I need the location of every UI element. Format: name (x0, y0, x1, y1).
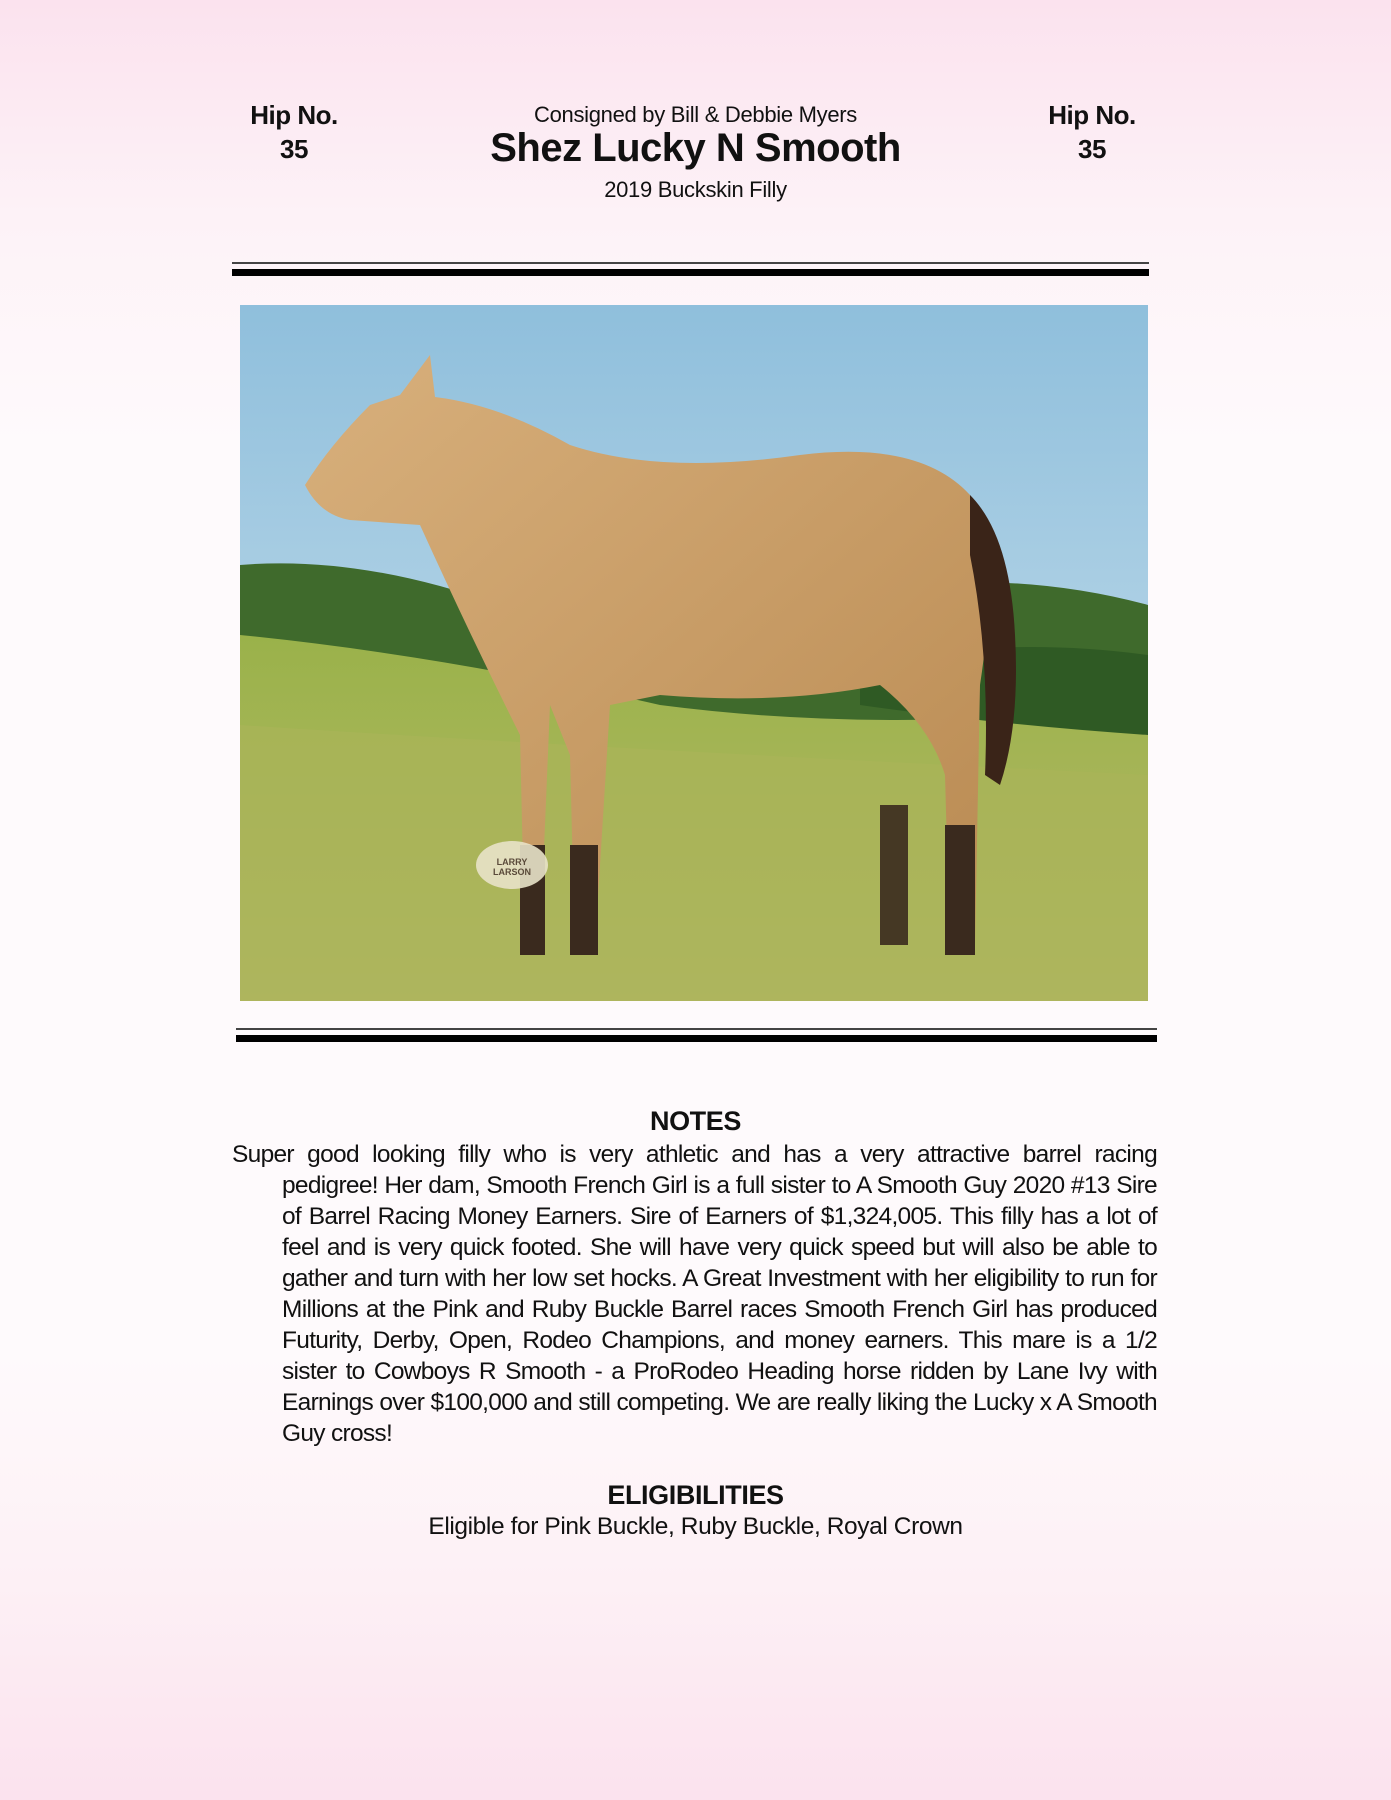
divider (232, 262, 1149, 264)
consignor: Consigned by Bill & Debbie Myers (534, 102, 857, 127)
notes-text: Super good looking filly who is very athletic and has a very attractive barrel racing pedigree! Her dam, Smooth French Girl is a full sister to A Smooth Guy 2020 #13 Sire of Barrel Racing Money Earners. Sire of Earners of $1,324,005. This filly has a lot of feel and is very quick footed. She will have very quick speed but will also be able to gather and turn with her low set hocks. A Great Investment with her eligibility to run for Millions at the Pink and Ruby Buckle Barrel races Smooth French Girl has produced Futurity, Derby, Open, Rodeo Champions, and money earners. This mare is a 1/2 sister to Cowboys R Smooth - a ProRodeo Heading horse ridden by Lane Ivy with Earnings over $100,000 and still competing. We are really liking the Lucky x A Smooth Guy cross! (232, 1141, 1157, 1447)
horse-name: Shez Lucky N Smooth (490, 126, 901, 170)
photographer-watermark: LARRY LARSON (493, 857, 531, 877)
divider (232, 269, 1149, 276)
hip-label: Hip No. (1048, 100, 1136, 130)
eligibilities-text: Eligible for Pink Buckle, Ruby Buckle, Royal Crown (428, 1513, 963, 1540)
notes-heading: NOTES (649, 1106, 741, 1136)
hip-value: 35 (280, 134, 308, 164)
hip-value: 35 (1078, 134, 1106, 164)
hip-label: Hip No. (250, 100, 338, 130)
horse-photo-image (240, 305, 1148, 1001)
divider (236, 1028, 1157, 1030)
divider (236, 1035, 1157, 1042)
horse-photo (240, 305, 1148, 1001)
eligibilities-heading: ELIGIBILITIES (607, 1480, 784, 1510)
horse-description: 2019 Buckskin Filly (604, 177, 787, 202)
